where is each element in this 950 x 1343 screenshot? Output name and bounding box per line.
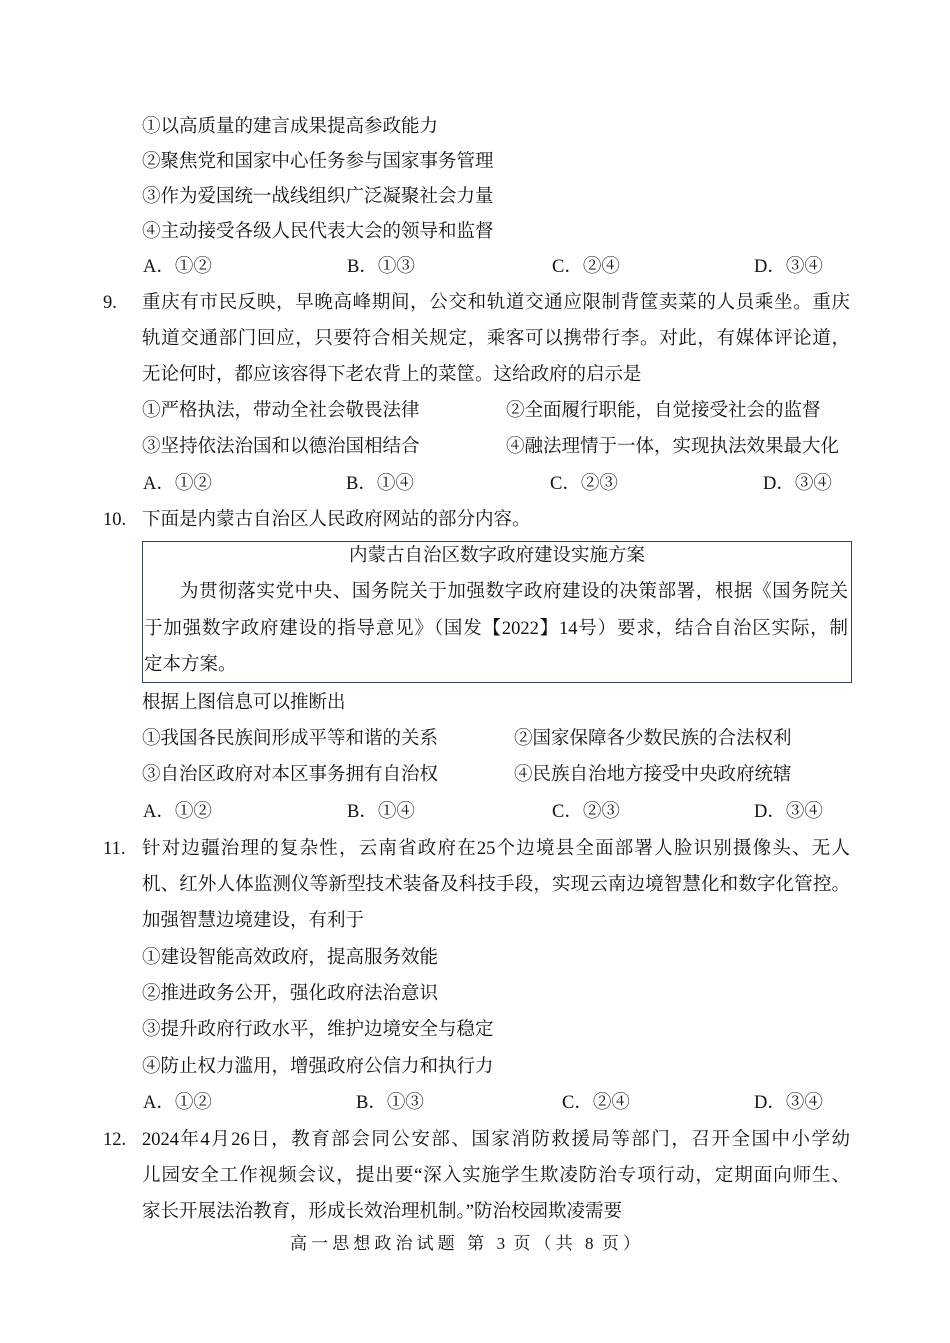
- stem-line: 下面是内蒙古自治区人民政府网站的部分内容。: [142, 510, 531, 530]
- choice-d: D．③④: [754, 1093, 823, 1113]
- page-footer: 高一思想政治试题 第 3 页（共 8 页）: [290, 1234, 640, 1253]
- choice-b: B．①④: [346, 474, 414, 494]
- option-4: ④主动接受各级人民代表大会的领导和监督: [142, 222, 494, 242]
- box-text-line: 定本方案。: [144, 655, 237, 675]
- option-4: ④防止权力滥用，增强政府公信力和执行力: [142, 1057, 494, 1077]
- choice-c: C．②④: [552, 257, 620, 277]
- option-2: ②全面履行职能，自觉接受社会的监督: [506, 401, 821, 421]
- option-1: ①严格执法，带动全社会敬畏法律: [142, 401, 420, 421]
- question-number: 10.: [103, 510, 127, 530]
- option-3: ③提升政府行政水平，维护边境安全与稳定: [142, 1020, 494, 1040]
- question-prompt: 根据上图信息可以推断出: [142, 693, 346, 713]
- stem-line: 轨道交通部门回应，只要符合相关规定，乘客可以携带行李。对此，有媒体评论道，: [142, 329, 850, 349]
- choice-b: B．①③: [356, 1093, 424, 1113]
- option-2: ②推进政务公开，强化政府法治意识: [142, 984, 439, 1004]
- choice-c: C．②④: [562, 1093, 630, 1113]
- choice-a: A．①②: [143, 474, 212, 494]
- option-1: ①以高质量的建言成果提高参政能力: [142, 117, 439, 137]
- stem-line: 儿园安全工作视频会议，提出要“深入实施学生欺凌防治专项行动，定期面向师生、: [142, 1166, 850, 1186]
- box-text-line: 于加强数字政府建设的指导意见》（国发【2022】14号）要求，结合自治区实际，制: [144, 619, 848, 639]
- option-2: ②国家保障各少数民族的合法权利: [514, 729, 792, 749]
- choice-c: C．②③: [550, 474, 618, 494]
- option-1: ①我国各民族间形成平等和谐的关系: [142, 729, 439, 749]
- box-title: 内蒙古自治区数字政府建设实施方案: [348, 546, 645, 566]
- stem-line: 2024年4月26日，教育部会同公安部、国家消防救援局等部门，召开全国中小学幼: [142, 1130, 850, 1150]
- option-3: ③坚持依法治国和以德治国相结合: [142, 437, 420, 457]
- option-4: ④民族自治地方接受中央政府统辖: [514, 765, 792, 785]
- choice-a: A．①②: [143, 1093, 212, 1113]
- option-3: ③自治区政府对本区事务拥有自治权: [142, 765, 439, 785]
- choice-a: A．①②: [143, 802, 212, 822]
- choice-d: D．③④: [763, 474, 832, 494]
- stem-line: 加强智慧边境建设，有利于: [142, 911, 365, 931]
- box-text-line: 为贯彻落实党中央、国务院关于加强数字政府建设的决策部署，根据《国务院关: [180, 582, 848, 602]
- stem-line: 机、红外人体监测仪等新型技术装备及科技手段，实现云南边境智慧化和数字化管控。: [142, 875, 850, 895]
- choice-c: C．②③: [552, 802, 620, 822]
- question-number: 12.: [103, 1130, 127, 1150]
- question-number: 9.: [103, 293, 117, 313]
- option-4: ④融法理情于一体，实现执法效果最大化: [506, 437, 840, 457]
- stem-line: 家长开展法治教育，形成长效治理机制。”防治校园欺凌需要: [142, 1202, 622, 1222]
- choice-b: B．①④: [347, 802, 415, 822]
- stem-line: 无论何时，都应该容得下老农背上的菜筐。这给政府的启示是: [142, 365, 642, 385]
- option-3: ③作为爱国统一战线组织广泛凝聚社会力量: [142, 187, 494, 207]
- option-2: ②聚焦党和国家中心任务参与国家事务管理: [142, 152, 494, 172]
- question-number: 11.: [103, 839, 126, 859]
- option-1: ①建设智能高效政府，提高服务效能: [142, 948, 439, 968]
- quote-box: [142, 541, 852, 683]
- stem-line: 针对边疆治理的复杂性，云南省政府在25个边境县全面部署人脸识别摄像头、无人: [142, 839, 850, 859]
- choice-d: D．③④: [754, 802, 823, 822]
- choice-b: B．①③: [347, 257, 415, 277]
- choice-d: D．③④: [754, 257, 823, 277]
- choice-a: A．①②: [143, 257, 212, 277]
- stem-line: 重庆有市民反映，早晚高峰期间，公交和轨道交通应限制背筐卖菜的人员乘坐。重庆: [142, 293, 850, 313]
